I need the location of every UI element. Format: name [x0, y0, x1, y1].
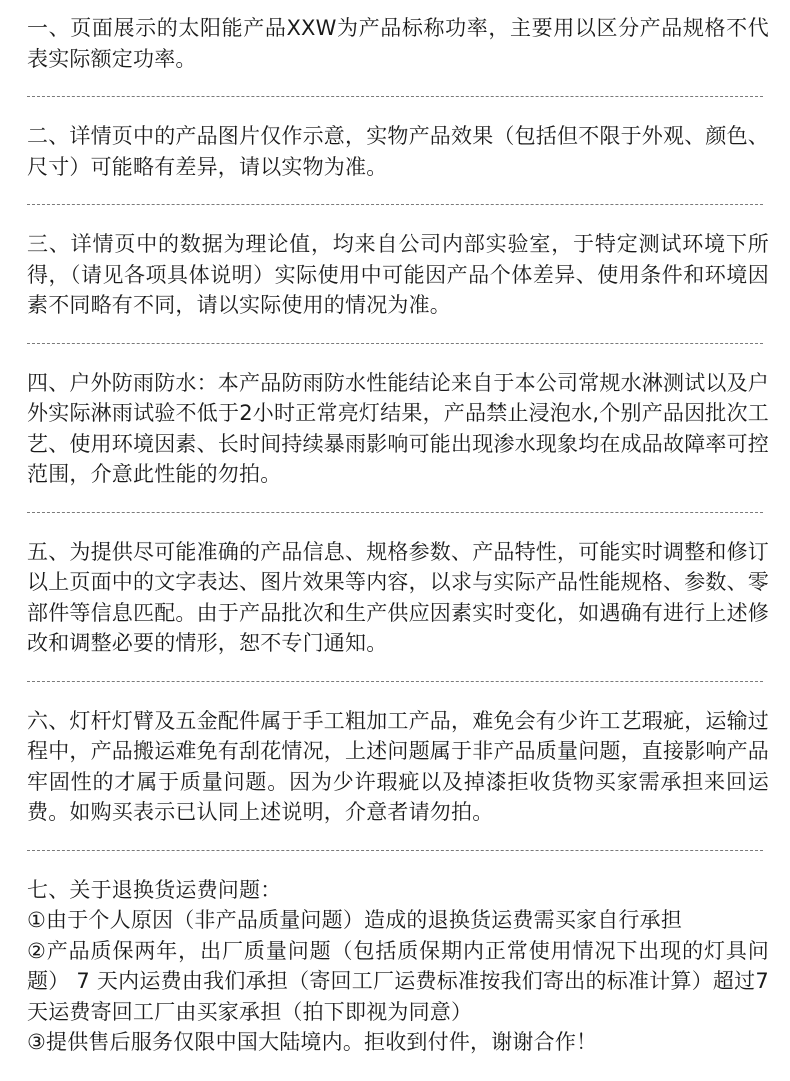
notice-section-3 — [27, 229, 769, 321]
notice-text: 三、详情页中的数据为理论值，均来自公司内部实验室，于特定测试环境下所得，（请见各项具体说明）实际使用中可能因产品个体差异、使用条件和环境因素不同略有不同，请以实际使用的情况为准。 — [27, 232, 769, 317]
dashed-divider — [27, 204, 763, 205]
dashed-divider — [27, 512, 763, 513]
shipping-item: ②产品质保两年，出厂质量问题（包括质保期内正常使用情况下出现的灯具问题） 7 天内运费由我们承担（寄回工厂运费标准按我们寄出的标准计算）超过7天运费寄回工厂由买家承担（拍下即视为同意） — [27, 938, 769, 1024]
notice-text: 四、户外防雨防水：本产品防雨防水性能结论来自于本公司常规水淋测试以及户外实际淋雨试验不低于2小时正常亮灯结果，产品禁止浸泡水,个别产品因批次工艺、使用环境因素、长时间持续暴雨影响可能出现渗水现象均在成品故障率可控范围，介意此性能的勿拍。 — [27, 370, 769, 486]
dashed-divider — [27, 681, 763, 682]
notice-section-4 — [27, 368, 769, 490]
dashed-divider — [27, 343, 763, 344]
notice-section-1 — [27, 13, 769, 74]
shipping-heading: 七、关于退换货运费问题： — [27, 877, 282, 902]
notice-text: 二、详情页中的产品图片仅作示意，实物产品效果（包括但不限于外观、颜色、尺寸）可能略有差异，请以实物为准。 — [27, 124, 769, 179]
notice-section-6 — [27, 706, 769, 828]
shipping-item: ③提供售后服务仅限中国大陆境内。拒收到付件，谢谢合作！ — [27, 1030, 598, 1054]
notice-section-2 — [27, 121, 769, 182]
shipping-section — [27, 875, 769, 1058]
shipping-list — [27, 905, 769, 1058]
notice-text: 五、为提供尽可能准确的产品信息、规格参数、产品特性，可能实时调整和修订以上页面中的文字表达、图片效果等内容，以求与实际产品性能规格、参数、零部件等信息匹配。由于产品批次和生产供应因素实时变化，如遇确有进行上述修改和调整必要的情形，恕不专门通知。 — [27, 539, 769, 655]
notice-document — [27, 13, 769, 1058]
notice-text: 一、页面展示的太阳能产品XXW为产品标称功率，主要用以区分产品规格不代表实际额定功率。 — [27, 16, 769, 71]
notice-section-5 — [27, 537, 769, 659]
shipping-item: ①由于个人原因（非产品质量问题）造成的退换货运费需买家自行承担 — [27, 908, 683, 932]
dashed-divider — [27, 850, 763, 851]
notice-text: 六、灯杆灯臂及五金配件属于手工粗加工产品，难免会有少许工艺瑕疵，运输过程中，产品搬运难免有刮花情况，上述问题属于非产品质量问题，直接影响产品牢固性的才属于质量问题。因为少许瑕疵以及掉漆拒收货物买家需承担来回运费。如购买表示已认同上述说明，介意者请勿拍。 — [27, 708, 769, 824]
dashed-divider — [27, 96, 763, 97]
